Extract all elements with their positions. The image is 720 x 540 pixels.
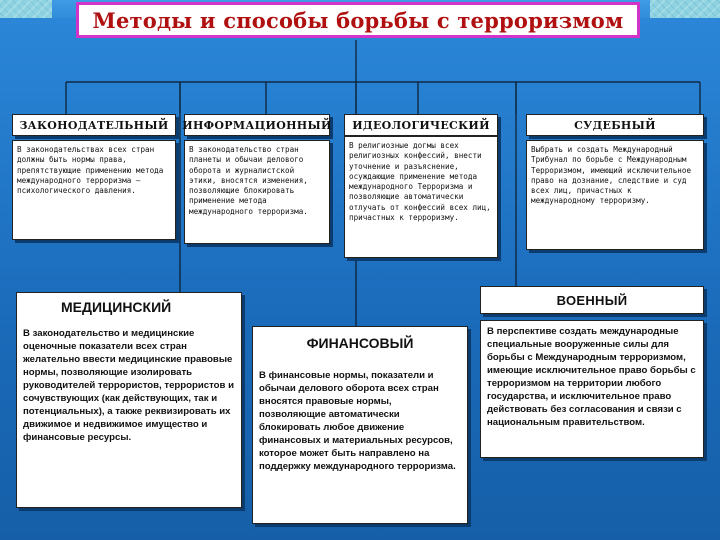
text-ideological: В религиозные догмы всех религиозных конфессий, внести уточнение и разъяснение, осуждающие применение метода международного Терроризма и позволяющие автоматически отлучать от конфессий всех лиц, причастных к терроризму. [344, 136, 498, 258]
heading-informational: ИНФОРМАЦИОННЫЙ [184, 114, 330, 136]
card-financial [252, 326, 468, 524]
heading-legislative: ЗАКОНОДАТЕЛЬНЫЙ [12, 114, 176, 136]
heading-ideological: ИДЕОЛОГИЧЕСКИЙ [344, 114, 498, 136]
text-informational: В законодательство стран планеты и обычаи делового оборота и журналистской этики, вносятся изменения, позволяющие блокировать применение метода международного терроризма. [184, 140, 330, 244]
text-financial: В финансовые нормы, показатели и обычаи делового оборота всех стран вносятся правовые нормы, позволяющие автоматически блокировать любое движение финансовых и материальных ресурсов, которое может быть направлено на поддержку международного терроризма. [259, 370, 456, 472]
text-medical: В законодательство и медицинские оценочные показатели всех стран желательно ввести медицинские правовые нормы, позволяющие изолировать руководителей террористов, террористов и сочувствующих (как действующих, так и потенциальных), а также реквизировать их движимое и недвижимое имущество и финансовые ресурсы. [23, 328, 234, 443]
heading-military: ВОЕННЫЙ [480, 286, 704, 314]
heading-medical: МЕДИЦИНСКИЙ [61, 299, 172, 315]
text-judicial: Выбрать и создать Международный Трибунал по борьбе с Международным Терроризмом, имеющий исключительное право на дознание, следствие и суд всех лиц, причастных к международному терроризму. [526, 140, 704, 250]
heading-financial: ФИНАНСОВЫЙ [306, 335, 414, 351]
text-legislative: В законодательствах всех стран должны быть нормы права, препятствующие применению метода международного терроризма – психологического давления. [12, 140, 176, 240]
card-medical [16, 292, 242, 508]
page-title: Методы и способы борьбы с терроризмом [76, 2, 640, 38]
heading-judicial: СУДЕБНЫЙ [526, 114, 704, 136]
text-military: В перспективе создать международные специальные вооруженные силы для борьбы с Международным терроризмом, имеющие исключительное право борьбы с терроризмом на территории любого государства, и исключительное право действовать без согласования и связи с национальным правительством. [480, 320, 704, 458]
